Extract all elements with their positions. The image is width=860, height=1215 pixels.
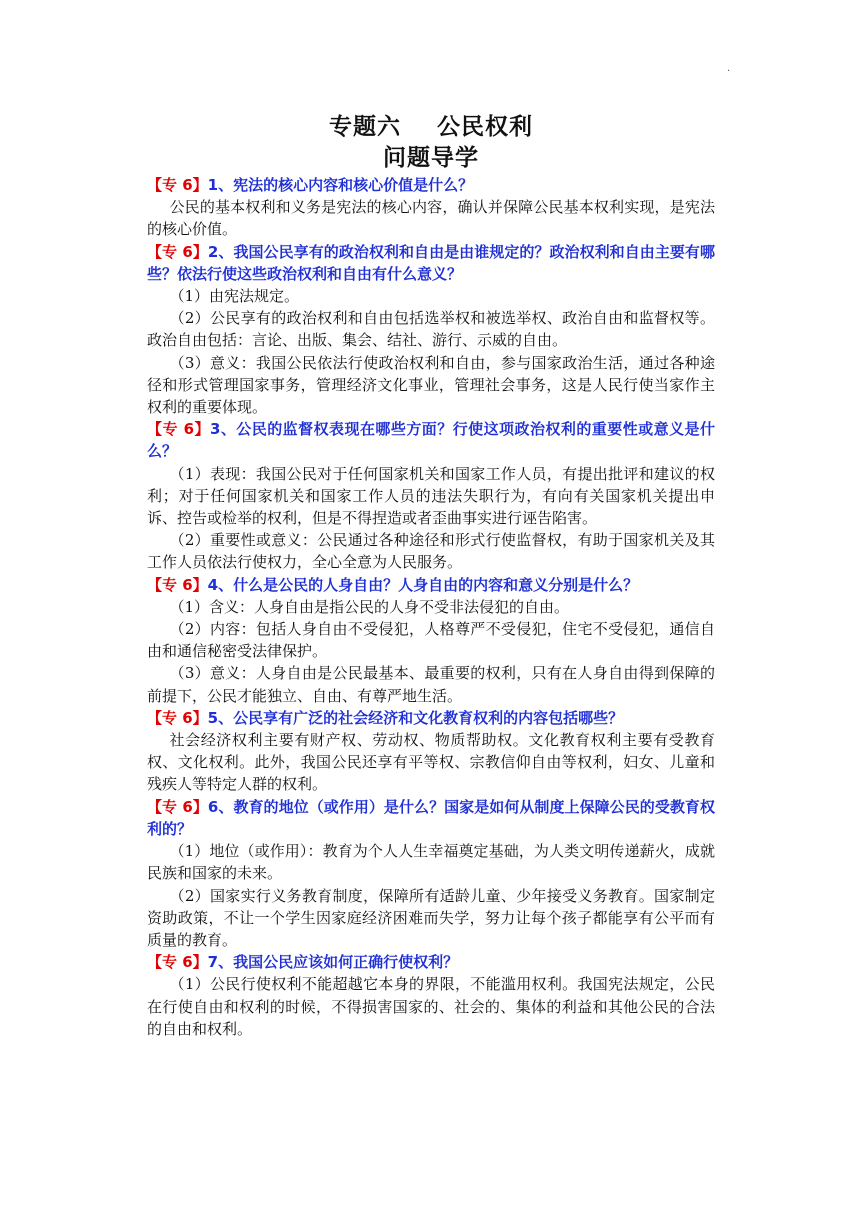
question-4 [147,574,715,596]
answer-paragraph: （1）公民行使权利不能超越它本身的界限，不能滥用权利。我国宪法规定，公民在行使自由和权利的时候，不得损害国家的、社会的、集体的利益和其他公民的合法的自由和权利。 [147,975,715,1038]
question-tag: 【专 6】 [147,176,208,194]
question-tag: 【专 6】 [147,242,208,261]
qa-item-7 [147,951,715,1040]
question-6 [147,796,715,840]
question-text: 4、什么是公民的人身自由？人身自由的内容和意义分别是什么？ [207,575,639,594]
question-text: 5、公民享有广泛的社会经济和文化教育权利的内容包括哪些？ [207,708,624,727]
answer-paragraph: 公民的基本权利和义务是宪法的核心内容，确认并保障公民基本权利实现，是宪法的核心价值。 [147,198,715,239]
question-text: 1、宪法的核心内容和核心价值是什么？ [207,176,474,194]
answer-paragraph: （3）意义：我国公民依法行使政治权利和自由，参与国家政治生活，通过各种途径和形式管理国家事务，管理经济文化事业，管理社会事务，这是人民行使当家作主权利的重要体现。 [147,353,715,417]
question-tag: 【专 6】 [147,953,208,972]
answer-paragraph: （1）由宪法规定。 [169,287,300,306]
question-1 [147,174,715,196]
question-text: 7、我国公民应该如何正确行使权利？ [207,953,459,972]
answer-paragraph: （2）国家实行义务教育制度，保障所有适龄儿童、少年接受义务教育。国家制定资助政策，不让一个学生因家庭经济困难而失学，努力让每个孩子都能享有公平而有质量的教育。 [147,886,715,949]
question-2 [147,241,715,285]
question-tag: 【专 6】 [147,708,208,727]
qa-section [147,174,715,1040]
question-text: 3、公民的监督权表现在哪些方面？行使这项政治权利的重要性或意义是什么？ [147,420,715,461]
question-text: 6、教育的地位（或作用）是什么？国家是如何从制度上保障公民的受教育权利的？ [147,797,715,838]
question-5 [147,707,715,729]
qa-item-1 [147,174,715,241]
qa-item-3 [147,418,715,573]
answer-paragraph: 社会经济权利主要有财产权、劳动权、物质帮助权。文化教育权利主要有受教育权、文化权利。此外，我国公民还享有平等权、宗教信仰自由等权利，妇女、儿童和残疾人等特定人群的权利。 [147,731,715,794]
answer-paragraph: （2）公民享有的政治权利和自由包括选举权和被选举权、政治自由和监督权等。政治自由包括：言论、出版、集会、结社、游行、示威的自由。 [147,309,715,350]
qa-item-2 [147,241,715,419]
question-text: 2、我国公民享有的政治权利和自由是由谁规定的？政治权利和自由主要有哪些？依法行使这些政治权利和自由有什么意义？ [147,242,715,283]
question-tag: 【专 6】 [147,575,208,594]
question-tag: 【专 6】 [147,420,210,439]
qa-item-4 [147,574,715,707]
answer-paragraph: （1）含义：人身自由是指公民的人身不受非法侵犯的自由。 [169,597,570,616]
page-title: 专题六 公民权利 [328,114,534,140]
answer-paragraph: （3）意义：人身自由是公民最基本、最重要的权利，只有在人身自由得到保障的前提下，公民才能独立、自由、有尊严地生活。 [147,664,715,705]
page-subtitle: 问题导学 [383,145,479,171]
answer-paragraph: （2）重要性或意义：公民通过各种途径和形式行使监督权，有助于国家机关及其工作人员依法行使权力，全心全意为人民服务。 [147,531,715,572]
question-tag: 【专 6】 [147,797,208,816]
qa-item-5 [147,707,715,796]
document-page [147,112,715,1040]
question-3 [147,418,715,462]
answer-paragraph: （1）地位（或作用）：教育为个人人生幸福奠定基础，为人类文明传递薪火，成就民族和国家的未来。 [147,842,715,883]
question-7 [147,951,715,973]
answer-paragraph: （1）表现：我国公民对于任何国家机关和国家工作人员，有提出批评和建议的权利；对于任何国家机关和国家工作人员的违法失职行为，有向有关国家机关提出申诉、控告或检举的权利，但是不得捏造或者歪曲事实进行诬告陷害。 [147,464,715,528]
qa-item-6 [147,796,715,951]
answer-paragraph: （2）内容：包括人身自由不受侵犯，人格尊严不受侵犯，住宅不受侵犯，通信自由和通信秘密受法律保护。 [147,620,715,661]
corner-dot: · [727,66,731,77]
